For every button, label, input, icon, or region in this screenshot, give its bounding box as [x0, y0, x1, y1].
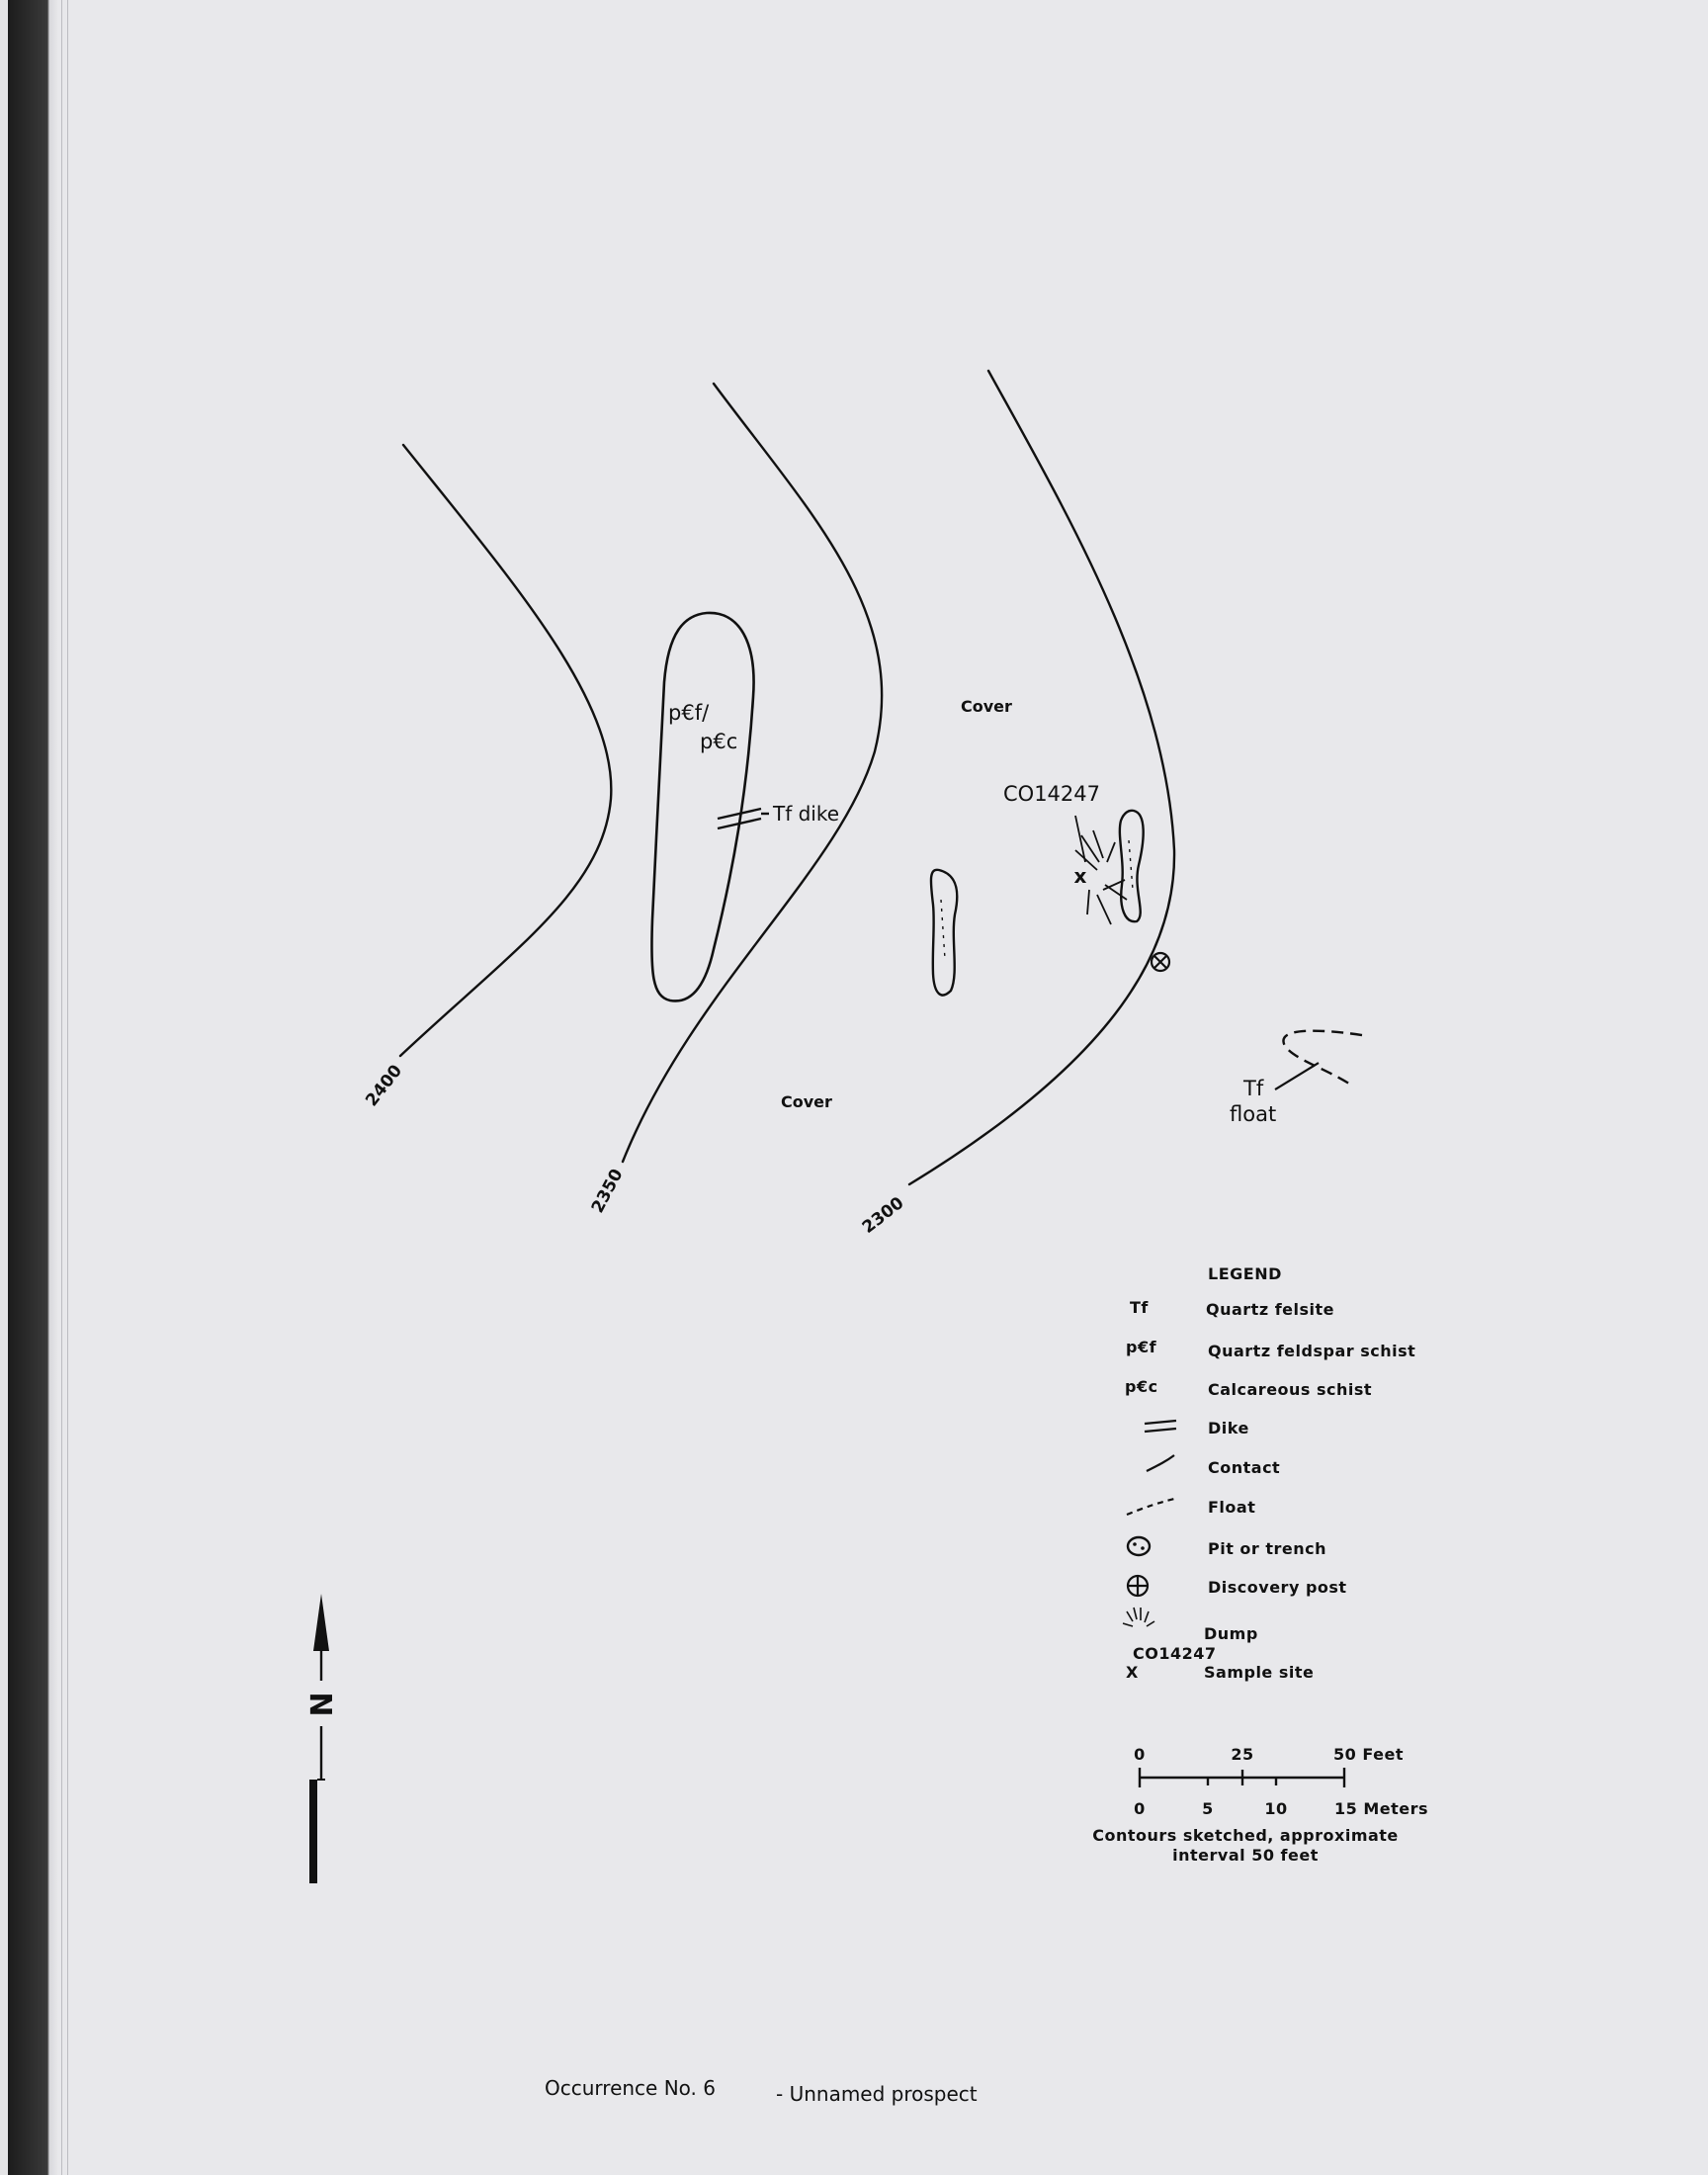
unit-label-pcc: p€c — [700, 730, 738, 753]
float-leader-line — [1275, 1063, 1319, 1089]
dike-symbol — [718, 809, 769, 828]
legend-title: LEGEND — [1208, 1264, 1282, 1283]
legend-symbol-pcf: p€f — [1126, 1338, 1157, 1356]
scale-note: interval 50 feet — [1172, 1846, 1319, 1865]
legend-sample-id: CO14247 — [1133, 1644, 1217, 1663]
caption-name: - Unnamed prospect — [776, 2082, 978, 2106]
cover-label-upper: Cover — [961, 697, 1012, 716]
discovery-post-icon — [1152, 953, 1169, 971]
caption-occurrence: Occurrence No. 6 — [545, 2076, 716, 2100]
scale-note: Contours sketched, approximate — [1092, 1826, 1399, 1845]
scale-meter-tick: 0 — [1134, 1799, 1146, 1818]
north-arrow — [305, 1594, 340, 1883]
contour-2300 — [909, 371, 1174, 1184]
legend-label: Dump — [1204, 1624, 1258, 1643]
float-icon — [1127, 1499, 1174, 1515]
legend-label: Quartz feldspar schist — [1208, 1342, 1416, 1360]
float-label: float — [1230, 1102, 1277, 1126]
scale-meter-tick: 5 — [1202, 1799, 1214, 1818]
north-arrow-label: N — [305, 1692, 340, 1717]
schist-outcrop-outline — [651, 613, 753, 1001]
scale-meter-tick: 15 Meters — [1334, 1799, 1429, 1818]
legend — [1123, 1264, 1415, 1682]
scale-meter-tick: 10 — [1264, 1799, 1288, 1818]
contour-label-2400: 2400 — [362, 1061, 407, 1111]
sample-id-label: CO14247 — [1003, 782, 1100, 806]
sample-site-mark: x — [1073, 864, 1087, 888]
legend-label: Dike — [1208, 1419, 1249, 1437]
small-outcrop — [931, 870, 957, 996]
contour-2350 — [623, 384, 882, 1162]
legend-symbol-tf: Tf — [1130, 1298, 1149, 1317]
legend-label: Calcareous schist — [1208, 1380, 1373, 1399]
dike-icon — [1145, 1421, 1176, 1432]
discovery-post-legend-icon — [1128, 1576, 1148, 1596]
float-label-unit: Tf — [1243, 1077, 1264, 1100]
unit-label-pcf: p€f/ — [668, 701, 710, 725]
dike-label: Tf dike — [773, 802, 840, 826]
pit-icon — [1128, 1537, 1150, 1555]
legend-label: Float — [1208, 1498, 1256, 1517]
contact-icon — [1147, 1455, 1174, 1471]
legend-label: Contact — [1208, 1458, 1281, 1477]
contour-2400 — [400, 445, 611, 1056]
scale-feet-tick: 0 — [1134, 1745, 1146, 1764]
legend-label: Quartz felsite — [1206, 1300, 1335, 1319]
legend-symbol-pcc: p€c — [1125, 1377, 1158, 1396]
scale-feet-tick: 50 Feet — [1333, 1745, 1404, 1764]
legend-label: Pit or trench — [1208, 1539, 1327, 1558]
contour-label-2300: 2300 — [858, 1193, 908, 1238]
scale-feet-tick: 25 — [1231, 1745, 1254, 1764]
legend-label: Sample site — [1204, 1663, 1315, 1682]
cover-label-lower: Cover — [781, 1092, 832, 1111]
small-outcrop-east — [1120, 811, 1144, 921]
contour-label-2350: 2350 — [587, 1166, 628, 1217]
scale-bar — [1092, 1745, 1428, 1865]
legend-label: Discovery post — [1208, 1578, 1347, 1597]
dump-icon — [1123, 1608, 1154, 1626]
sample-site-icon: X — [1126, 1663, 1139, 1682]
